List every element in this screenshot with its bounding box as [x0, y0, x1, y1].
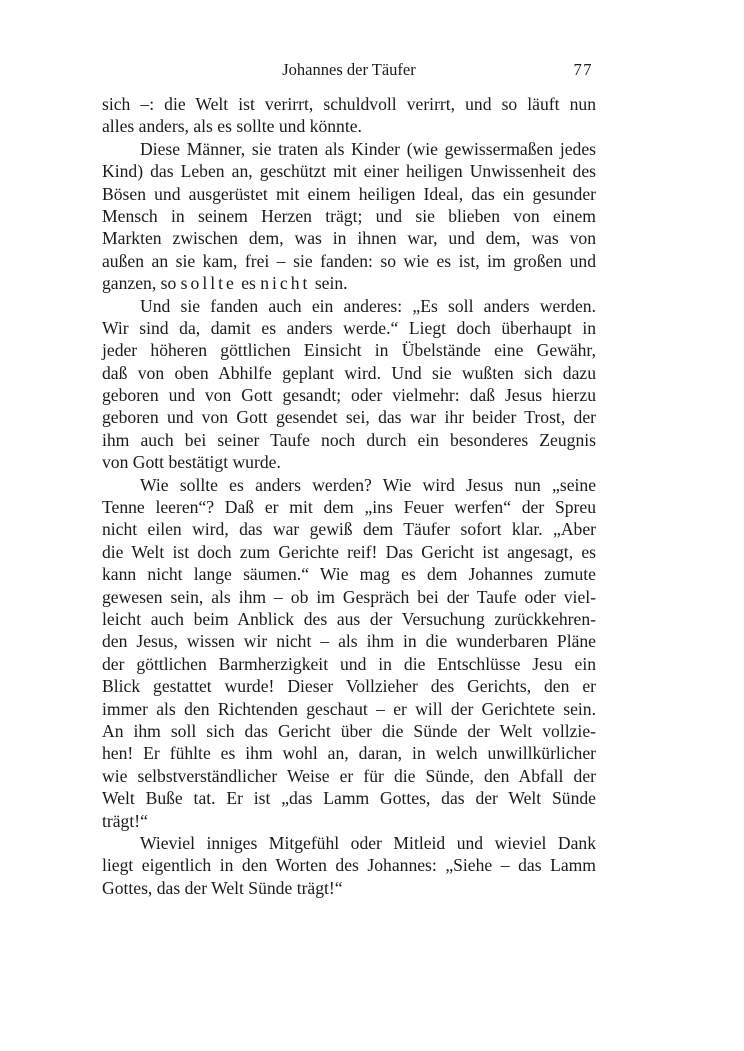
text-line: Mensch in seinem Herzen trägt; und sie blieben von einem — [102, 205, 596, 226]
text-run: ganzen, so — [102, 273, 181, 294]
text-line: Gottes, das der Welt Sünde trägt!“ — [102, 877, 343, 898]
text-line: von Gott bestätigt wurde. — [102, 452, 281, 473]
text-line: außen an sie kam, frei – sie fanden: so wie es ist, im großen und — [102, 250, 596, 271]
text-line: Bösen und ausgerüstet mit einem heiligen Ideal, das ein gesunder — [102, 183, 596, 204]
text-line: Markten zwischen dem, was in ihnen war, und dem, was von — [102, 228, 596, 249]
paragraph — [102, 832, 596, 899]
text-line: Diese Männer, sie traten als Kinder (wie gewissermaßen jedes — [140, 138, 596, 159]
text-line: geboren und von Gott gesendet sei, das war ihr beider Trost, der — [102, 407, 596, 428]
text-line: ihm auch bei seiner Taufe noch durch ein besonderes Zeugnis — [102, 429, 596, 450]
text-line: Welt Buße tat. Er ist „das Lamm Gottes, das der Welt Sünde — [102, 788, 596, 809]
text-line: geboren und von Gott gesandt; oder vielmehr: daß Jesus hierzu — [102, 385, 596, 406]
text-line: trägt!“ — [102, 810, 148, 831]
emphasis-spaced: sollte — [180, 273, 237, 294]
text-line: leicht auch beim Anblick des aus der Versuchung zurückkehren- — [102, 608, 596, 629]
paragraph — [102, 474, 596, 832]
text-run: sein. — [310, 273, 348, 294]
paragraph — [102, 295, 596, 474]
text-line: den Jesus, wissen wir nicht – als ihm in die wunderbaren Pläne — [102, 631, 596, 652]
text-line: Wie sollte es anders werden? Wie wird Jesus nun „seine — [140, 474, 596, 495]
text-line: wie selbstverständlicher Weise er für die Sünde, den Abfall der — [102, 765, 596, 786]
running-header — [102, 59, 596, 81]
text-line: An ihm soll sich das Gericht über die Sünde der Welt vollzie- — [102, 720, 596, 741]
text-line: immer als den Richtenden geschaut – er will der Gerichtete sein. — [102, 698, 596, 719]
running-title: Johannes der Täufer — [282, 60, 416, 79]
body-text — [102, 93, 596, 899]
text-line: Tenne leeren“? Daß er mit dem „ins Feuer werfen“ der Spreu — [102, 497, 596, 518]
text-line: kann nicht lange säumen.“ Wie mag es dem Johannes zumute — [102, 564, 596, 585]
page-number: 77 — [573, 60, 593, 79]
text-line: Und sie fanden auch ein anderes: „Es soll anders werden. — [140, 295, 596, 316]
text-line — [102, 272, 596, 294]
emphasis-spaced: nicht — [260, 273, 311, 294]
text-line: gewesen sein, als ihm – ob im Gespräch bei der Taufe oder viel- — [102, 586, 596, 607]
text-line: Wieviel inniges Mitgefühl oder Mitleid und wieviel Dank — [140, 832, 596, 853]
text-line: die Welt ist doch zum Gerichte reif! Das Gericht ist angesagt, es — [102, 541, 596, 562]
text-line: liegt eigentlich in den Worten des Johannes: „Siehe – das Lamm — [102, 855, 596, 876]
text-line: daß von oben Abhilfe geplant wird. Und sie wußten sich dazu — [102, 362, 596, 383]
text-line: der göttlichen Barmherzigkeit und in die Entschlüsse Jesu ein — [102, 653, 596, 674]
text-line: hen! Er fühlte es ihm wohl an, daran, in welch unwillkürlicher — [102, 743, 596, 764]
text-line: Kind) das Leben an, geschützt mit einer heiligen Unwissenheit des — [102, 161, 596, 182]
paragraph — [102, 93, 596, 138]
text-line: Wir sind da, damit es anders werde.“ Liegt doch überhaupt in — [102, 317, 596, 338]
text-line: Blick gestattet wurde! Dieser Vollzieher des Gerichts, den er — [102, 676, 596, 697]
text-line: nicht eilen wird, das war gewiß dem Täufer sofort klar. „Aber — [102, 519, 596, 540]
text-line: jeder höheren göttlichen Einsicht in Übelstände eine Gewähr, — [102, 340, 596, 361]
text-line: alles anders, als es sollte und könnte. — [102, 116, 362, 137]
text-run: es — [236, 273, 261, 294]
paragraph — [102, 138, 596, 295]
text-line: sich –: die Welt ist verirrt, schuldvoll verirrt, und so läuft nun — [102, 94, 596, 114]
